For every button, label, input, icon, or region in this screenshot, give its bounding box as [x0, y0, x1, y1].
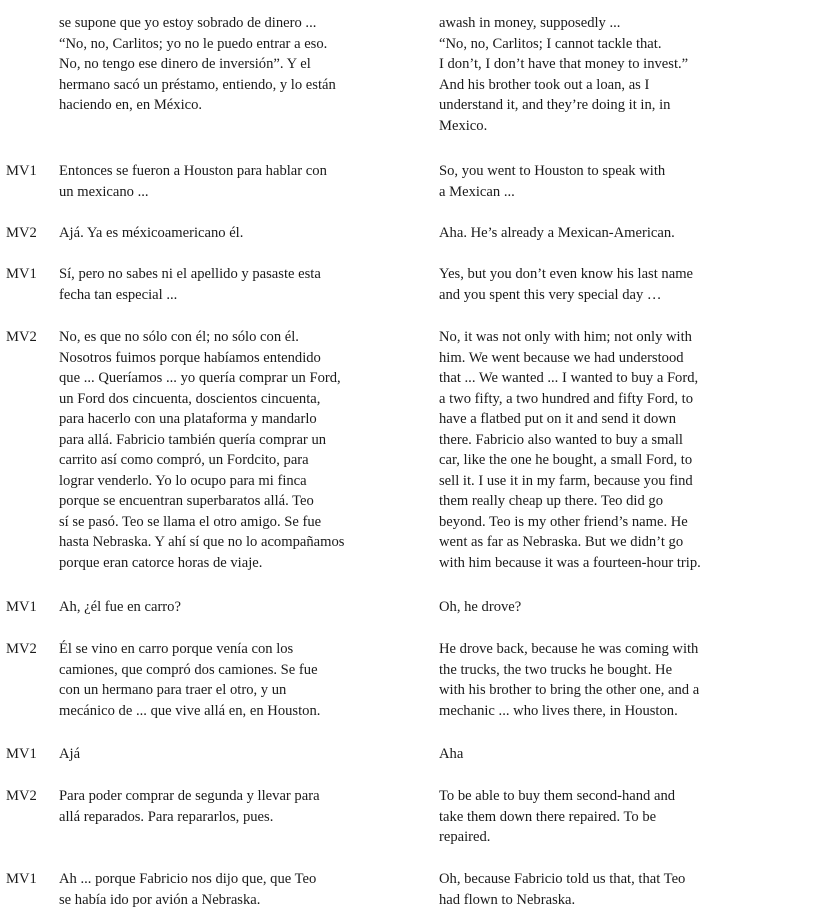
- text-line: para hacerlo con una plataforma y mandarlo: [59, 411, 317, 427]
- text-line: Sí, pero no sabes ni el apellido y pasaste esta: [59, 266, 321, 282]
- english-translation: [439, 744, 819, 765]
- text-line: Yes, but you don’t even know his last name: [439, 266, 694, 282]
- speaker-label: MV2: [6, 329, 37, 345]
- text-line: hermano sacó un préstamo, entiendo, y lo están: [59, 76, 336, 93]
- text-line: para allá. Fabricio también quería comprar un: [59, 431, 327, 448]
- spanish-text: [59, 13, 429, 116]
- spanish-text: [59, 161, 429, 202]
- text-line: Ah, ¿él fue en carro?: [59, 599, 181, 615]
- spanish-text: [59, 639, 429, 721]
- text-line: And his brother took out a loan, as I: [439, 76, 650, 93]
- text-line: No, es que no sólo con él; no sólo con él.: [59, 329, 299, 345]
- text-line: carrito así como compró, un Fordcito, para: [59, 452, 309, 468]
- text-line: que ... Queríamos ... yo quería comprar un Ford,: [59, 370, 341, 386]
- text-line: Entonces se fueron a Houston para hablar con: [59, 163, 327, 179]
- text-line: Para poder comprar de segunda y llevar para: [59, 788, 320, 804]
- text-line: Aha. He’s already a Mexican-American.: [439, 225, 675, 241]
- text-line: mechanic ... who lives there, in Houston.: [439, 702, 678, 719]
- text-line: To be able to buy them second-hand and: [439, 788, 676, 804]
- text-line: se supone que yo estoy sobrado de dinero ...: [59, 15, 317, 31]
- text-line: repaired.: [439, 829, 491, 845]
- text-line: Mexico.: [439, 117, 488, 134]
- spanish-text: [59, 869, 429, 910]
- english-translation: [439, 161, 819, 202]
- text-line: un Ford dos cincuenta, doscientos cincuenta,: [59, 390, 321, 407]
- text-line: porque se encuentran superbaratos allá. Teo: [59, 493, 314, 509]
- spanish-text: [59, 264, 429, 305]
- spanish-text: [59, 597, 429, 618]
- text-line: awash in money, supposedly ...: [439, 15, 621, 31]
- speaker-label: MV1: [6, 599, 37, 615]
- english-translation: [439, 264, 819, 305]
- text-line: camiones, que compró dos camiones. Se fue: [59, 661, 318, 678]
- text-line: had flown to Nebraska.: [439, 891, 576, 908]
- text-line: sí se pasó. Teo se llama el otro amigo. Se fue: [59, 513, 322, 530]
- english-translation: [439, 13, 819, 136]
- text-line: Nosotros fuimos porque habíamos entendido: [59, 349, 321, 366]
- text-line: He drove back, because he was coming with: [439, 641, 699, 657]
- text-line: a Mexican ...: [439, 183, 515, 200]
- text-line: Oh, because Fabricio told us that, that Teo: [439, 871, 686, 887]
- text-line: fecha tan especial ...: [59, 286, 178, 303]
- text-line: car, like the one he bought, a small Ford, to: [439, 452, 693, 468]
- text-line: Él se vino en carro porque venía con los: [59, 641, 294, 657]
- text-line: con un hermano para traer el otro, y un: [59, 682, 287, 698]
- text-line: Ah ... porque Fabricio nos dijo que, que Teo: [59, 871, 317, 887]
- english-translation: [439, 597, 819, 618]
- text-line: hasta Nebraska. Y ahí sí que no lo acompañamos: [59, 534, 345, 550]
- spanish-text: [59, 223, 429, 244]
- text-line: I don’t, I don’t have that money to invest.”: [439, 56, 689, 72]
- text-line: No, no tengo ese dinero de inversión”. Y el: [59, 56, 311, 72]
- english-translation: [439, 786, 819, 848]
- text-line: with his brother to bring the other one, and a: [439, 682, 700, 698]
- text-line: haciendo en, en México.: [59, 97, 203, 113]
- speaker-label: MV2: [6, 641, 37, 657]
- text-line: and you spent this very special day …: [439, 286, 662, 303]
- english-translation: [439, 869, 819, 910]
- text-line: “No, no, Carlitos; yo no le puedo entrar a eso.: [59, 35, 328, 52]
- text-line: Oh, he drove?: [439, 599, 522, 615]
- text-line: Aha: [439, 746, 464, 762]
- text-line: have a flatbed put on it and send it down: [439, 411, 677, 427]
- text-line: porque eran catorce horas de viaje.: [59, 554, 263, 571]
- text-line: sell it. I use it in my farm, because you find: [439, 472, 693, 489]
- text-line: beyond. Teo is my other friend’s name. He: [439, 513, 688, 530]
- text-line: that ... We wanted ... I wanted to buy a Ford,: [439, 370, 699, 386]
- speaker-label: MV1: [6, 871, 37, 887]
- text-line: allá reparados. Para repararlos, pues.: [59, 808, 274, 825]
- text-line: So, you went to Houston to speak with: [439, 163, 666, 179]
- text-line: lograr venderlo. Yo lo ocupo para mi finca: [59, 472, 307, 489]
- spanish-text: [59, 786, 429, 827]
- text-line: No, it was not only with him; not only with: [439, 329, 692, 345]
- text-line: them really cheap up there. Teo did go: [439, 493, 664, 509]
- text-line: the trucks, the two trucks he bought. He: [439, 661, 673, 678]
- text-line: understand it, and they’re doing it in, in: [439, 97, 671, 113]
- text-line: went as far as Nebraska. But we didn’t go: [439, 534, 684, 550]
- english-translation: [439, 223, 819, 244]
- text-line: there. Fabricio also wanted to buy a small: [439, 431, 683, 448]
- text-line: un mexicano ...: [59, 183, 149, 200]
- text-line: se había ido por avión a Nebraska.: [59, 891, 261, 908]
- speaker-label: MV1: [6, 746, 37, 762]
- english-translation: [439, 639, 819, 721]
- text-line: a two fifty, a two hundred and fifty Ford, to: [439, 390, 693, 407]
- english-translation: [439, 327, 819, 573]
- text-line: Ajá: [59, 746, 81, 762]
- text-line: take them down there repaired. To be: [439, 808, 657, 825]
- spanish-text: [59, 327, 429, 573]
- text-line: mecánico de ... que vive allá en, en Houston.: [59, 702, 321, 719]
- speaker-label: MV2: [6, 788, 37, 804]
- speaker-label: MV1: [6, 266, 37, 282]
- text-line: Ajá. Ya es méxicoamericano él.: [59, 225, 244, 241]
- speaker-label: MV2: [6, 225, 37, 241]
- text-line: “No, no, Carlitos; I cannot tackle that.: [439, 35, 662, 52]
- text-line: him. We went because we had understood: [439, 349, 684, 366]
- spanish-text: [59, 744, 429, 765]
- speaker-label: MV1: [6, 163, 37, 179]
- text-line: with him because it was a fourteen-hour trip.: [439, 554, 701, 571]
